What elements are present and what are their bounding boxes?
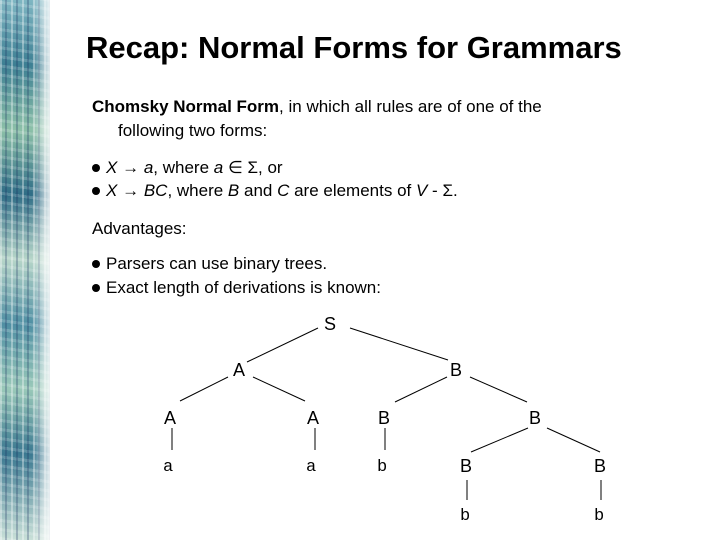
edge-S-A [247,328,318,362]
leaf-b-3: b [594,507,605,526]
advantages-heading: Advantages: [92,219,187,238]
edge-B-B5 [547,428,600,452]
node-A: A [233,360,246,380]
form-1-tail: , where [153,158,214,177]
element-of-symbol: ∈ [227,158,243,177]
edge-S-B [350,328,448,360]
leaf-b-1: b [377,458,388,477]
edge-B-B [395,377,447,402]
node-B-left: B [378,408,391,428]
slide-title: Recap: Normal Forms for Grammars [86,30,622,65]
edge-B-B4 [471,428,528,452]
node-A-left: A [164,408,177,428]
leaf-b-2: b [460,507,471,526]
node-B: B [450,360,463,380]
cnf-line2: following two forms: [118,121,268,140]
cnf-rest: , in which all rules are of one of the [279,97,542,116]
node-B-rr: B [594,456,607,476]
advantage-text-2: Exact length of derivations is known: [106,278,381,297]
form-1-end: , or [258,158,283,177]
leaf-a-2: a [306,458,317,477]
form-1-var: a [213,158,224,177]
node-A-right: A [307,408,320,428]
edge-A-A [180,377,228,401]
edge-A-A2 [253,377,305,401]
form-2-V: V [415,181,428,200]
form-2-tail: , where [167,181,228,200]
leaf-a-1: a [163,458,174,477]
node-S: S [324,314,337,334]
arrow-icon: → [122,158,140,177]
form-2-end: . [452,181,458,200]
form-2-and: and [239,181,278,200]
form-2-mid: are elements of [289,181,416,200]
arrow-icon: → [122,181,140,200]
form-2-c: C [277,181,290,200]
sigma-symbol: Σ [442,181,453,200]
node-B-ll: B [460,456,473,476]
node-B-right: B [529,408,542,428]
form-1-lhs: X [106,158,118,177]
form-2-lhs: X [106,181,118,200]
advantage-text-1: Parsers can use binary trees. [106,254,328,273]
form-2-minus: - [427,181,443,200]
sigma-symbol: Σ [247,158,259,177]
form-2-rhs: BC [143,181,168,200]
edge-B-B2 [470,377,527,402]
form-1-rhs: a [143,158,154,177]
cnf-term: Chomsky Normal Form [92,97,280,116]
form-2-b: B [227,181,240,200]
